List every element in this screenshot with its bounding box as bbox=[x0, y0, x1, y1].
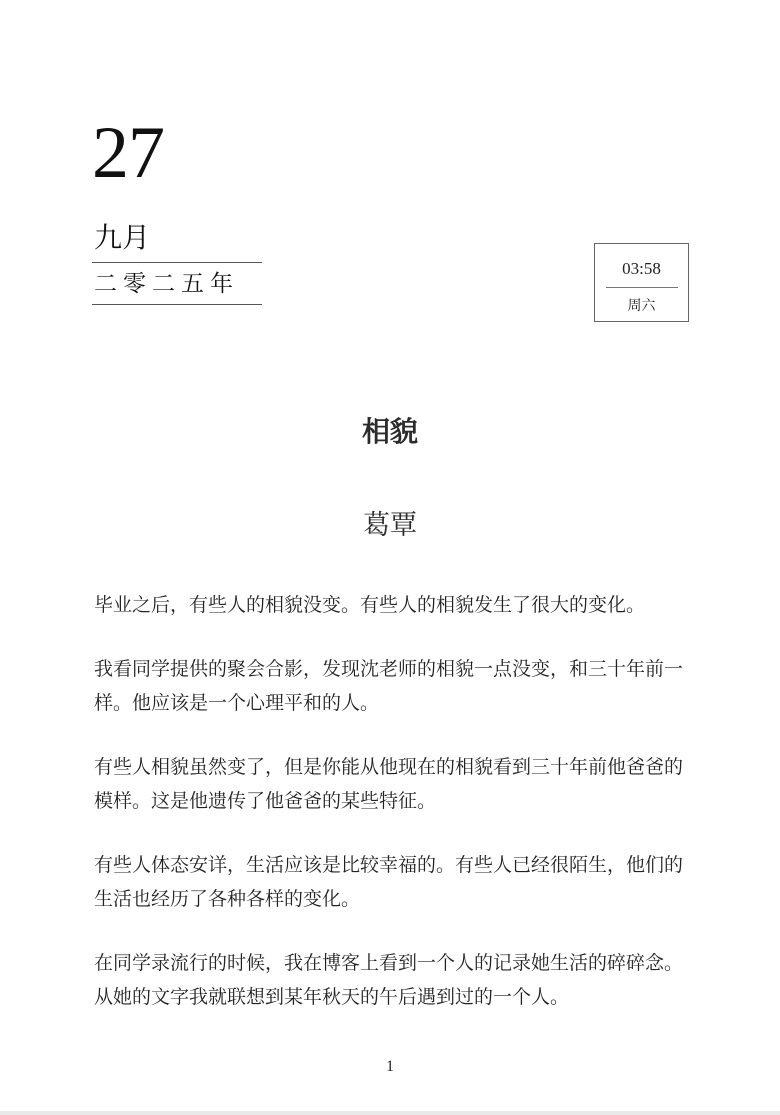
date-year: 二零二五年 bbox=[94, 271, 239, 297]
article-paragraph: 毕业之后，有些人的相貌没变。有些人的相貌发生了很大的变化。 bbox=[94, 594, 646, 616]
page-bottom-edge bbox=[0, 1111, 780, 1115]
article-paragraph: 有些人体态安详，生活应该是比较幸福的。有些人已经很陌生，他们的生活也经历了各种各样的变化。 bbox=[94, 854, 684, 910]
date-divider-bottom bbox=[92, 304, 262, 305]
article-paragraph: 在同学录流行的时候，我在博客上看到一个人的记录她生活的碎碎念。从她的文字我就联想到某年秋天的午后遇到过的一个人。 bbox=[94, 952, 684, 1008]
clock-widget bbox=[594, 243, 689, 322]
article-paragraph: 有些人相貌虽然变了，但是你能从他现在的相貌看到三十年前他爸爸的模样。这是他遗传了他爸爸的某些特征。 bbox=[94, 756, 684, 812]
article-body bbox=[94, 588, 690, 1044]
clock-weekday: 周六 bbox=[627, 298, 656, 314]
article-title: 相貌 bbox=[361, 415, 418, 448]
date-day: 27 bbox=[92, 112, 164, 194]
article-paragraph: 我看同学提供的聚会合影，发现沈老师的相貌一点没变，和三十年前一样。他应该是一个心理平和的人。 bbox=[94, 658, 684, 714]
date-month: 九月 bbox=[94, 221, 151, 254]
clock-divider bbox=[606, 287, 678, 288]
article-author: 葛覃 bbox=[363, 510, 417, 541]
clock-time: 03:58 bbox=[622, 259, 661, 278]
page-number: 1 bbox=[386, 1058, 394, 1075]
date-divider-top bbox=[92, 262, 262, 263]
